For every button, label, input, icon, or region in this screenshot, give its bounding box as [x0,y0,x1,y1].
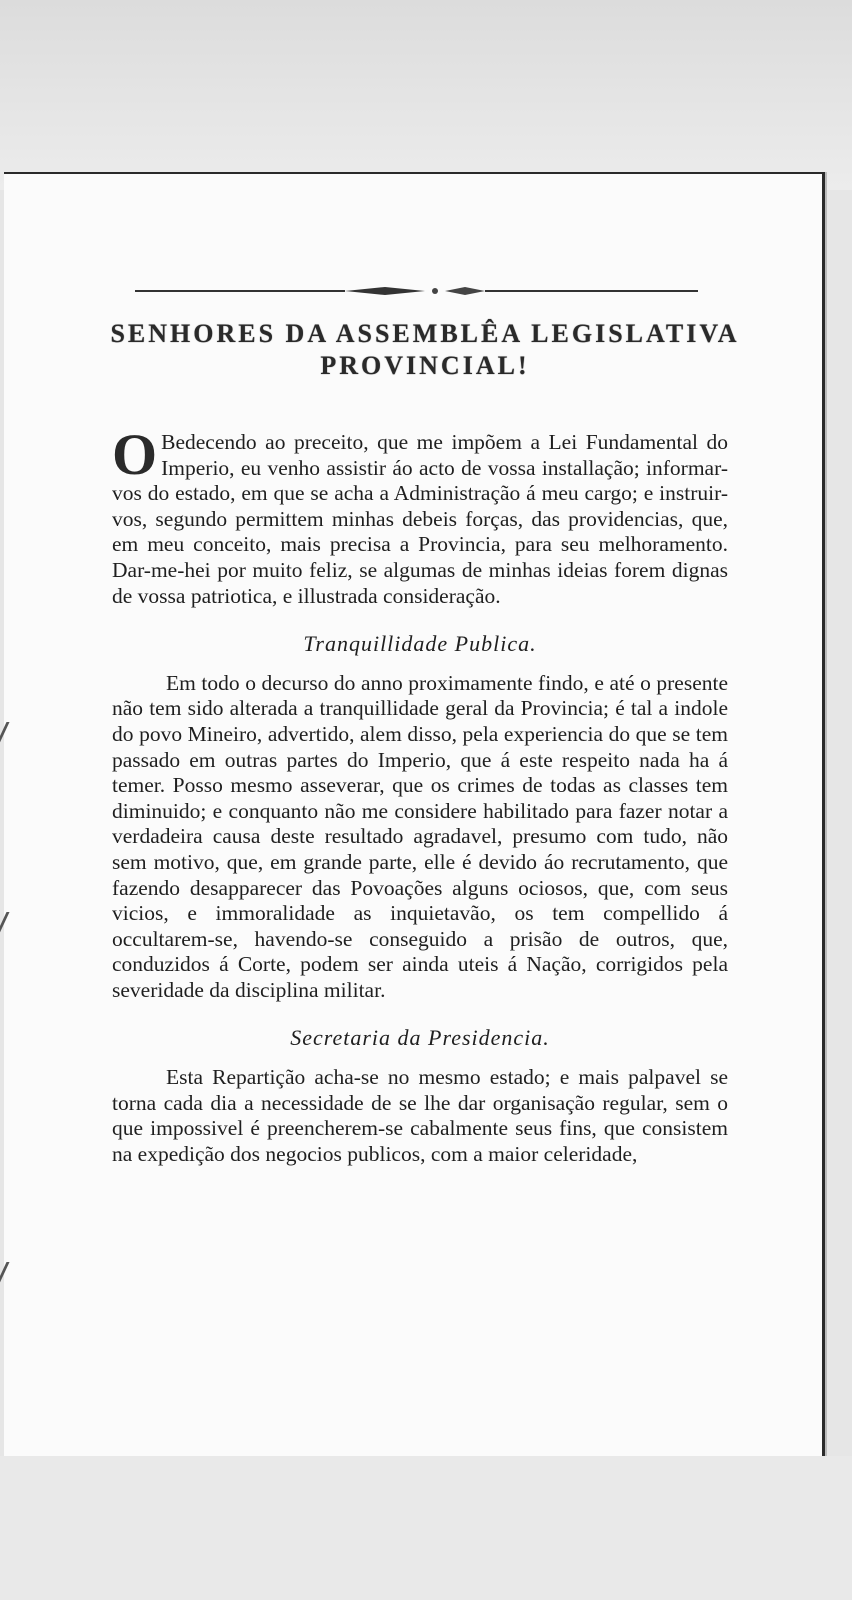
header-line-1: SENHORES DA ASSEMBLÊA LEGISLATIVA [110,319,740,348]
section-paragraph-secretaria: Esta Repartição acha-se no mesmo estado; e mais palpavel se torna cada dia a necessidade de se lhe dar organisação regular, sem o que impossivel é preencherem-se cabalmente seus fins, que consistem na expedição dos negocios publicos, com a maior celeridade, [112,1065,728,1166]
section-paragraph-tranquillidade: Em todo o decurso do anno proximamente findo, e até o presente não tem sido alterada a tranquillidade geral da Provincia; é tal a indole do povo Mineiro, advertido, alem disso, pela experiencia do que se tem passado em outras partes do Imperio, que á este respeito nada ha á temer. Posso mesmo asseverar, que os crimes de todas as classes tem diminuido; e conquanto não me considere habilitado para fazer notar a verdadeira causa deste resultado agradavel, presumo com tudo, não sem motivo, que, em grande parte, elle é devido áo recrutamento, que fazendo desapparecer das Povoações alguns ociosos, que, com seus vicios, e immoralidade as inquietavão, os tem compellido á occultarem-se, havendo-se conseguido a prisão de outros, que, conduzidos á Corte, podem ser ainda uteis á Nação, corrigidos pela severidade da disciplina militar. [112,670,728,1002]
intro-text: Bedecendo ao preceito, que me impõem a Lei Fundamental do Imperio, eu venho assistir áo acto de vossa installação; informar-vos do estado, em que se acha a Administração á meu cargo; e instruir-vos, segundo permittem minhas debeis forças, das providencias, que, em meu conceito, mais precisa a Provincia, para seu melhoramento. Dar-me-hei por muito feliz, se algumas de minhas ideias forem dignas de vossa patriotica, e illustrada consideração. [112,430,728,608]
intro-paragraph [112,422,728,609]
ornamental-divider [135,284,698,298]
address-header [40,318,810,382]
section-title-tranquillidade: Tranquillidade Publica. [303,631,537,657]
document-body [112,422,728,1167]
section-title-secretaria: Secretaria da Presidencia. [290,1025,550,1051]
scan-background-bottom [0,1456,852,1600]
drop-cap-letter: O [112,422,158,487]
header-line-2: PROVINCIAL! [320,351,530,380]
scan-background-top [0,0,852,190]
